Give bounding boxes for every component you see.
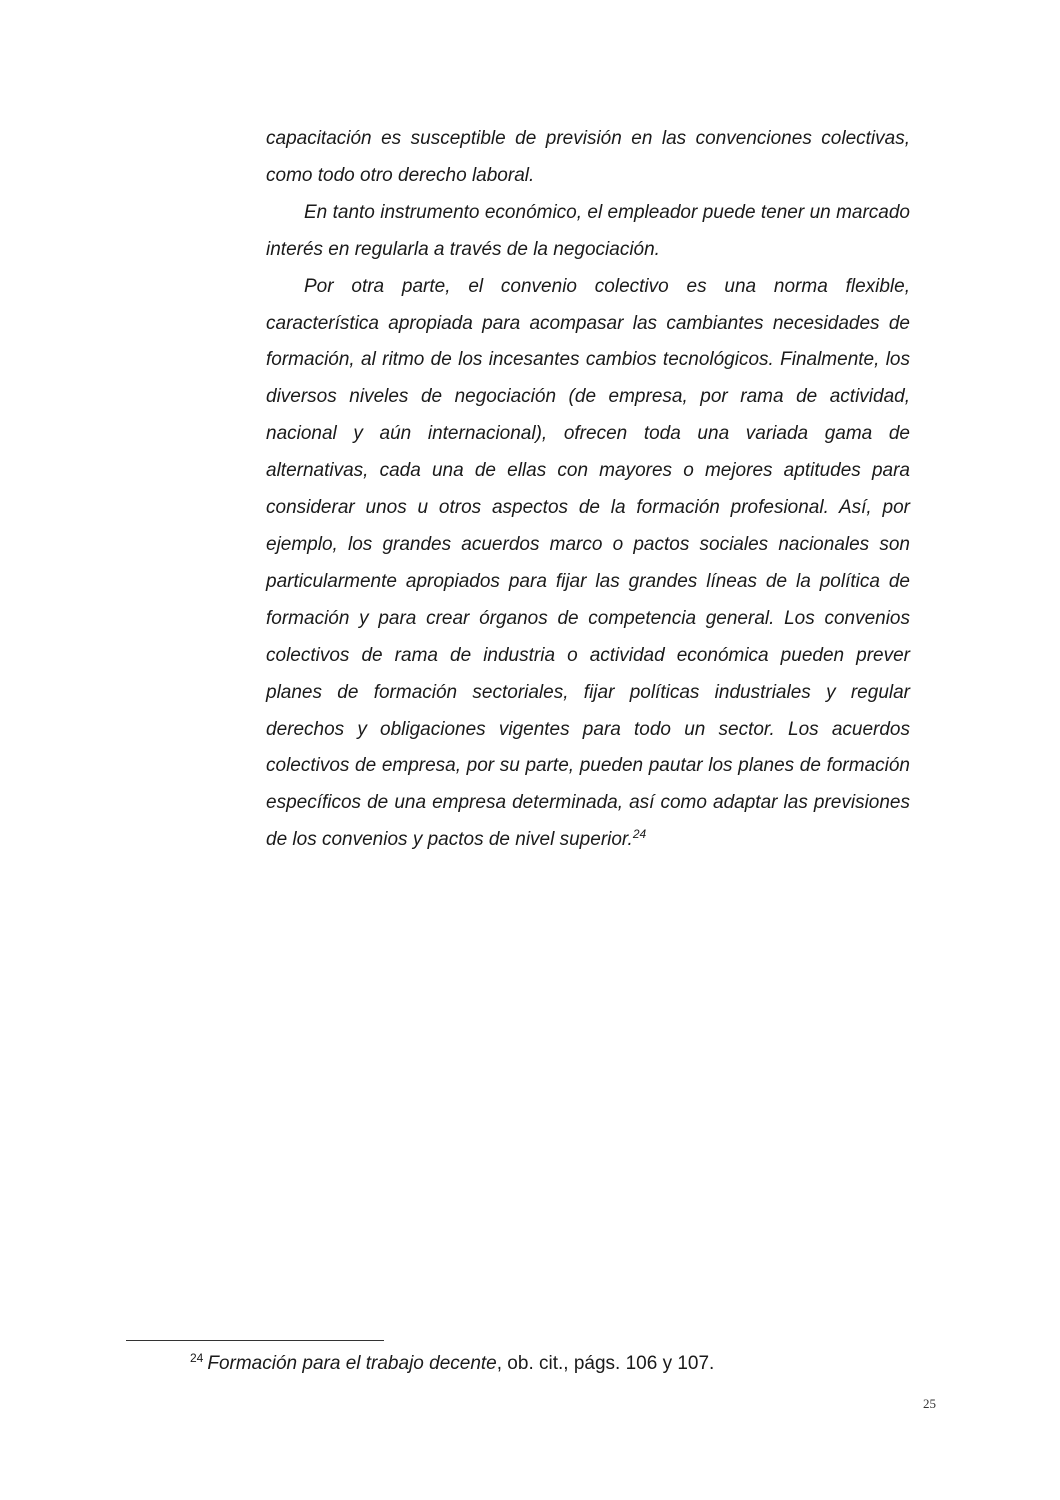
footnote-number: 24 xyxy=(190,1351,204,1365)
footnote-reference[interactable]: 24 xyxy=(632,827,647,842)
footnote-citation: , ob. cit., págs. 106 y 107. xyxy=(496,1353,715,1374)
quote-paragraph-2: En tanto instrumento económico, el empleador puede tener un marcado interés en regularla a través de la negociación. xyxy=(266,201,910,260)
footnote xyxy=(190,1352,950,1376)
footnote-separator xyxy=(126,1340,384,1341)
quote-paragraph-3-text: Por otra parte, el convenio colectivo es una norma flexible, característica apropiada para acompasar las cambiantes necesidades de formación, al ritmo de los incesantes cambios tecnológicos. Finalmente, los diversos niveles de negociación (de empresa, por rama de actividad, nacional y aún internacional), ofrecen toda una variada gama de alternativas, cada una de ellas con mayores o mejores aptitudes para considerar unos u otros aspectos de la formación profesional. Así, por ejemplo, los grandes acuerdos marco o pactos sociales nacionales son particularmente apropiados para fijar las grandes líneas de la política de formación y para crear órganos de competencia general. Los convenios colectivos de rama de industria o actividad económica pueden prever planes de formación sectoriales, fijar políticas industriales y regular derechos y obligaciones vigentes para todo un sector. Los acuerdos colectivos de empresa, por su parte, pueden pautar los planes de formación específicos de una empresa determinada, así como adaptar las previsiones de los convenios y pactos de nivel superior. xyxy=(266,275,910,851)
quote-paragraph-1: capacitación es susceptible de previsión en las convenciones colectivas, como todo otro derecho laboral. xyxy=(266,128,910,186)
footnote-source-title: Formación para el trabajo decente xyxy=(207,1353,497,1374)
quoted-text-block xyxy=(266,121,910,859)
quote-paragraph-3 xyxy=(266,269,910,860)
page-number: 25 xyxy=(923,1396,936,1411)
